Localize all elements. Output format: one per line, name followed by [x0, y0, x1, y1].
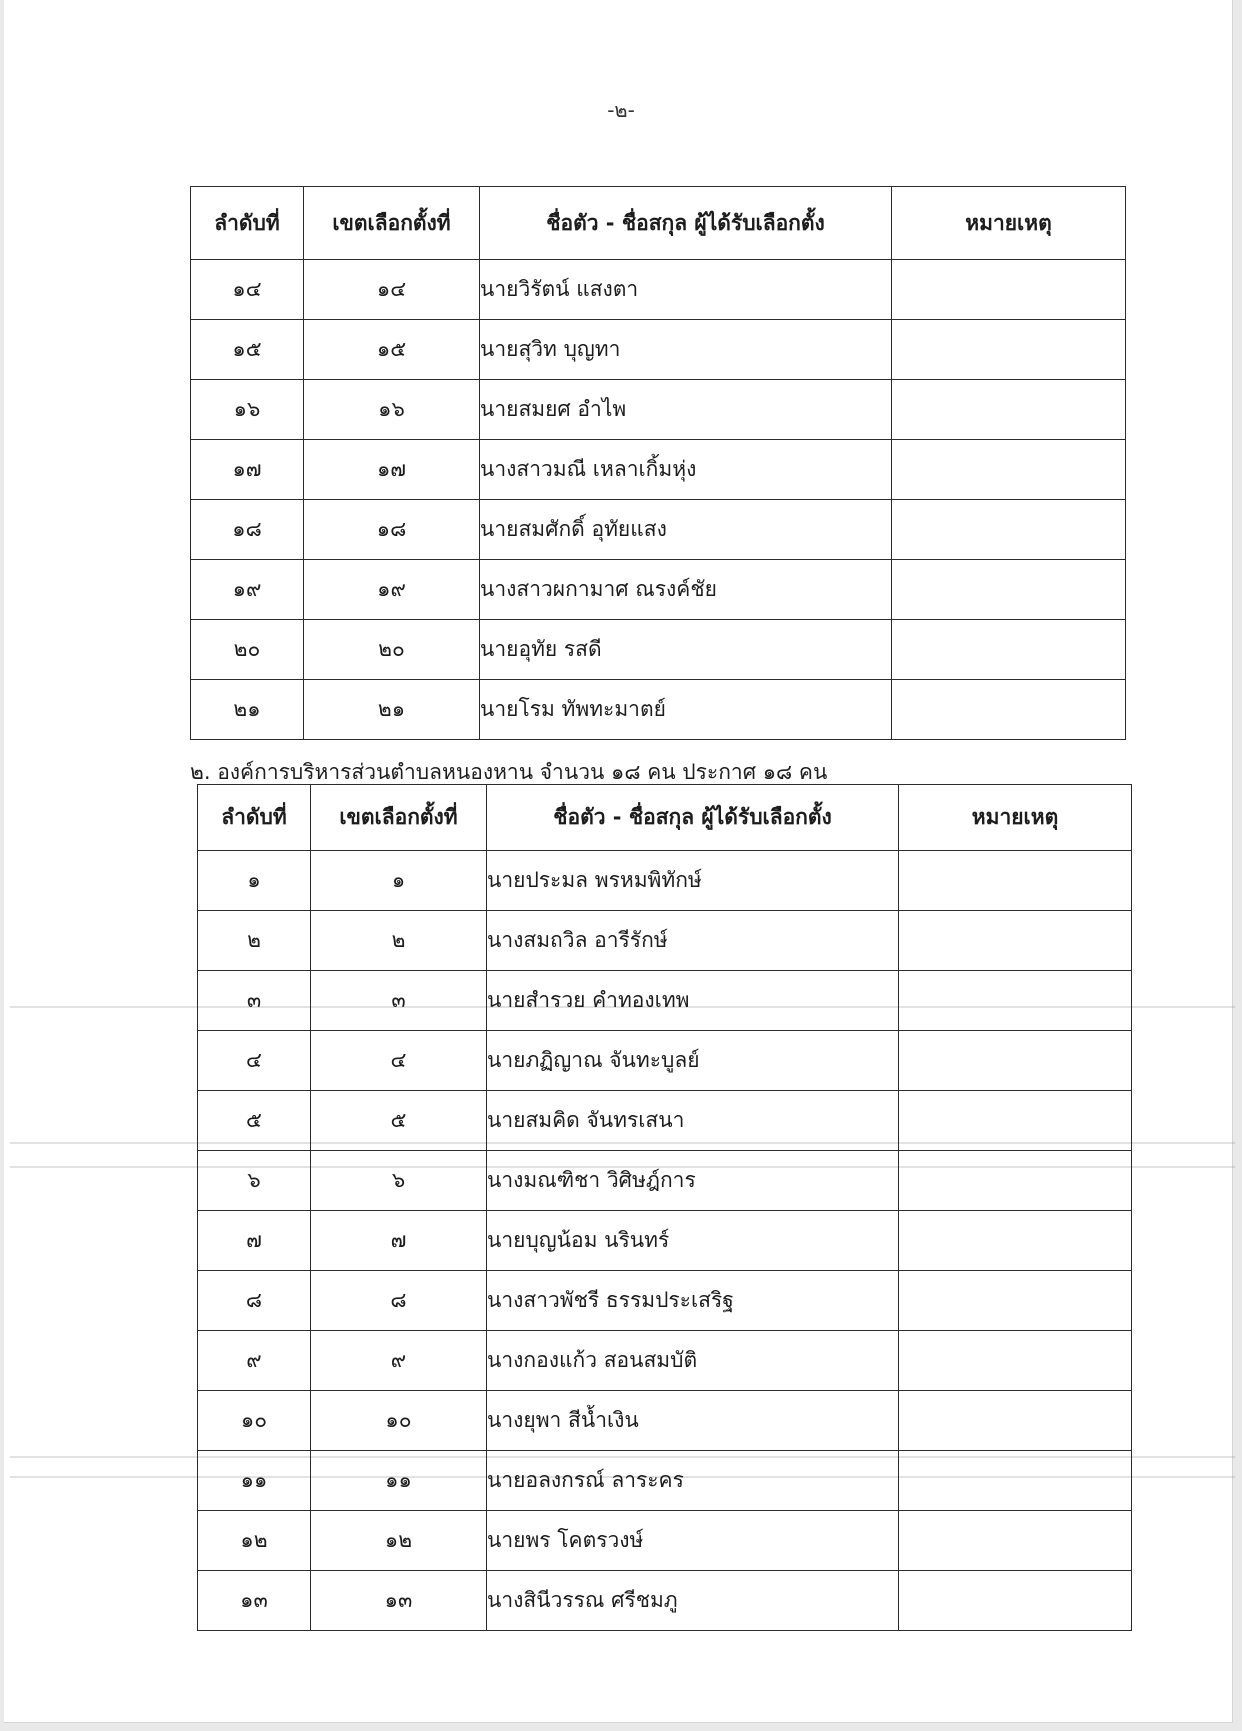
cell-remark [899, 1211, 1132, 1271]
cell-order: ๕ [198, 1091, 311, 1151]
cell-remark [899, 1391, 1132, 1451]
section-heading: ๒. องค์การบริหารส่วนตำบลหนองหาน จำนวน ๑๘ คน ประกาศ ๑๘ คน [190, 760, 828, 784]
table-row [198, 1151, 1132, 1211]
cell-order: ๑๒ [198, 1511, 311, 1571]
header-district: เขตเลือกตั้งที่ [311, 785, 487, 851]
table-row [198, 971, 1132, 1031]
cell-remark [892, 500, 1126, 560]
table-row [198, 1091, 1132, 1151]
cell-remark [892, 260, 1126, 320]
cell-district: ๒๑ [304, 680, 480, 740]
table-row [198, 1331, 1132, 1391]
cell-order: ๑๓ [198, 1571, 311, 1631]
cell-district: ๑๙ [304, 560, 480, 620]
cell-order: ๗ [198, 1211, 311, 1271]
roster-table-1 [190, 186, 1126, 740]
cell-district: ๑๔ [304, 260, 480, 320]
header-district: เขตเลือกตั้งที่ [304, 187, 480, 260]
table-row [191, 500, 1126, 560]
cell-remark [892, 440, 1126, 500]
cell-district: ๗ [311, 1211, 487, 1271]
cell-name: นายพร โคตรวงษ์ [487, 1511, 899, 1571]
table-row [191, 320, 1126, 380]
table-row [198, 1271, 1132, 1331]
cell-remark [899, 1031, 1132, 1091]
cell-name: นายสำรวย คำทองเทพ [487, 971, 899, 1031]
cell-district: ๑๖ [304, 380, 480, 440]
cell-order: ๑ [198, 851, 311, 911]
cell-order: ๑๕ [191, 320, 304, 380]
cell-name: นายสุวิท บุญทา [480, 320, 892, 380]
cell-remark [899, 1331, 1132, 1391]
cell-order: ๒๑ [191, 680, 304, 740]
table-row [191, 440, 1126, 500]
cell-name: นางสมถวิล อารีรักษ์ [487, 911, 899, 971]
roster-table-2 [197, 784, 1132, 1631]
cell-name: นายสมศักดิ์ อุทัยแสง [480, 500, 892, 560]
cell-district: ๑๑ [311, 1451, 487, 1511]
cell-name: นายภฏิญาณ จันทะบูลย์ [487, 1031, 899, 1091]
cell-remark [892, 680, 1126, 740]
table-header-row [198, 785, 1132, 851]
table-row [191, 560, 1126, 620]
cell-district: ๑๓ [311, 1571, 487, 1631]
cell-remark [899, 1511, 1132, 1571]
cell-order: ๑๗ [191, 440, 304, 500]
cell-district: ๑๕ [304, 320, 480, 380]
cell-remark [892, 620, 1126, 680]
page-number: -๒- [607, 98, 635, 122]
cell-remark [899, 1451, 1132, 1511]
table-row [198, 1451, 1132, 1511]
cell-name: นายสมคิด จันทรเสนา [487, 1091, 899, 1151]
cell-district: ๑๐ [311, 1391, 487, 1451]
table-row [198, 1511, 1132, 1571]
cell-district: ๑๗ [304, 440, 480, 500]
cell-remark [892, 560, 1126, 620]
cell-remark [892, 380, 1126, 440]
table-row [198, 911, 1132, 971]
cell-district: ๘ [311, 1271, 487, 1331]
cell-order: ๒๐ [191, 620, 304, 680]
table-row [198, 1031, 1132, 1091]
cell-order: ๒ [198, 911, 311, 971]
cell-name: นายสมยศ อำไพ [480, 380, 892, 440]
cell-remark [899, 1091, 1132, 1151]
header-remark: หมายเหตุ [899, 785, 1132, 851]
cell-remark [899, 851, 1132, 911]
cell-name: นางสาวพัชรี ธรรมประเสริฐ [487, 1271, 899, 1331]
cell-name: นางสินีวรรณ ศรีชมภู [487, 1571, 899, 1631]
header-remark: หมายเหตุ [892, 187, 1126, 260]
cell-remark [892, 320, 1126, 380]
cell-name: นายอุทัย รสดี [480, 620, 892, 680]
cell-order: ๑๙ [191, 560, 304, 620]
table-row [198, 1211, 1132, 1271]
cell-district: ๙ [311, 1331, 487, 1391]
cell-name: นายโรม ทัพทะมาตย์ [480, 680, 892, 740]
cell-order: ๑๑ [198, 1451, 311, 1511]
table-row [198, 1571, 1132, 1631]
table-row [191, 260, 1126, 320]
cell-remark [899, 971, 1132, 1031]
cell-name: นางยุพา สีน้ำเงิน [487, 1391, 899, 1451]
cell-name: นายประมล พรหมพิทักษ์ [487, 851, 899, 911]
table-row [198, 1391, 1132, 1451]
cell-order: ๑๘ [191, 500, 304, 560]
cell-order: ๑๔ [191, 260, 304, 320]
header-order: ลำดับที่ [191, 187, 304, 260]
cell-name: นางกองแก้ว สอนสมบัติ [487, 1331, 899, 1391]
cell-district: ๕ [311, 1091, 487, 1151]
cell-order: ๓ [198, 971, 311, 1031]
header-name: ชื่อตัว - ชื่อสกุล ผู้ได้รับเลือกตั้ง [487, 785, 899, 851]
header-order: ลำดับที่ [198, 785, 311, 851]
cell-order: ๘ [198, 1271, 311, 1331]
cell-name: นางสาวมณี เหลาเกิ้มหุ่ง [480, 440, 892, 500]
cell-district: ๒๐ [304, 620, 480, 680]
cell-remark [899, 1151, 1132, 1211]
table-row [191, 620, 1126, 680]
cell-name: นายอลงกรณ์ ลาระคร [487, 1451, 899, 1511]
cell-district: ๔ [311, 1031, 487, 1091]
table-row [191, 380, 1126, 440]
cell-order: ๑๖ [191, 380, 304, 440]
cell-remark [899, 1571, 1132, 1631]
cell-name: นางสาวผกามาศ ณรงค์ชัย [480, 560, 892, 620]
cell-district: ๓ [311, 971, 487, 1031]
table-header-row [191, 187, 1126, 260]
cell-name: นายบุญน้อม นรินทร์ [487, 1211, 899, 1271]
cell-name: นายวิรัตน์ แสงตา [480, 260, 892, 320]
header-name: ชื่อตัว - ชื่อสกุล ผู้ได้รับเลือกตั้ง [480, 187, 892, 260]
cell-order: ๑๐ [198, 1391, 311, 1451]
cell-district: ๒ [311, 911, 487, 971]
cell-order: ๙ [198, 1331, 311, 1391]
cell-district: ๑๘ [304, 500, 480, 560]
table-row [191, 680, 1126, 740]
cell-order: ๖ [198, 1151, 311, 1211]
cell-order: ๔ [198, 1031, 311, 1091]
cell-district: ๑๒ [311, 1511, 487, 1571]
cell-name: นางมณฑิชา วิศิษฎ์การ [487, 1151, 899, 1211]
cell-district: ๖ [311, 1151, 487, 1211]
cell-district: ๑ [311, 851, 487, 911]
cell-remark [899, 1271, 1132, 1331]
table-row [198, 851, 1132, 911]
cell-remark [899, 911, 1132, 971]
